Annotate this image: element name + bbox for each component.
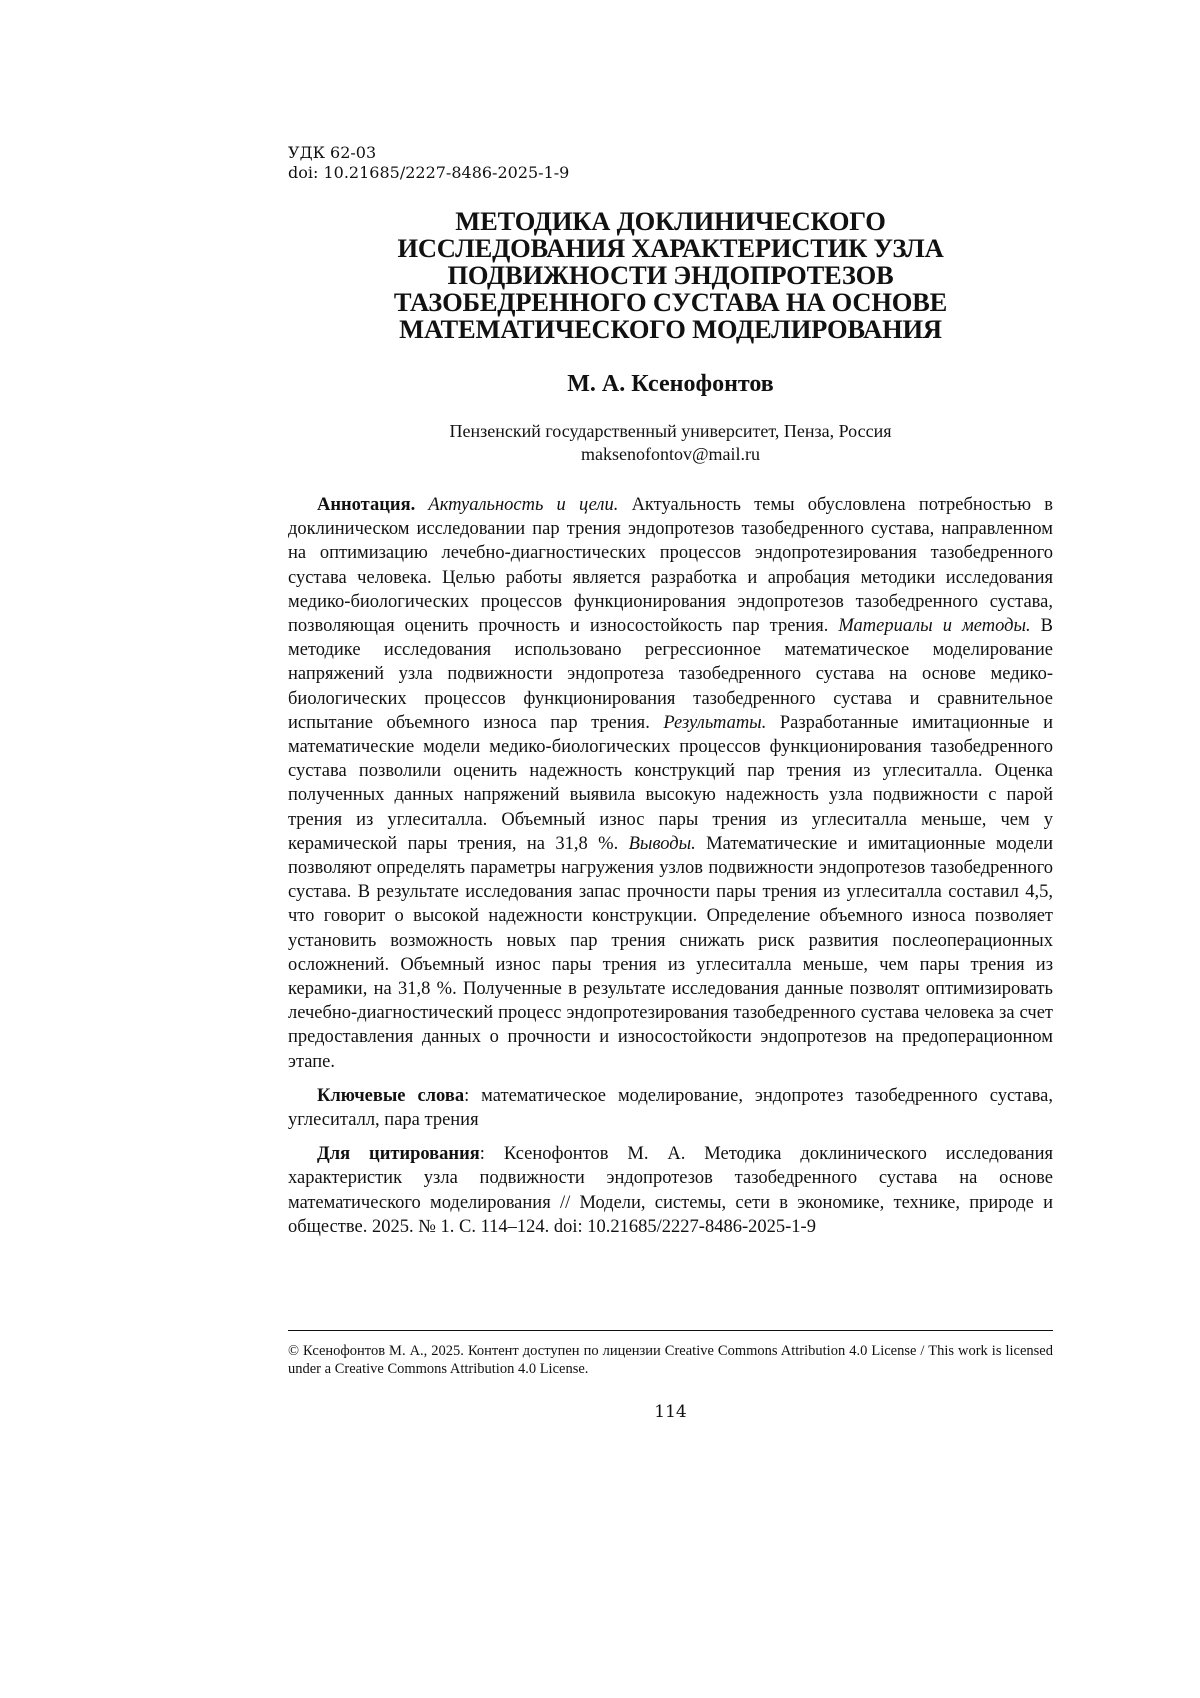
footnote-divider bbox=[288, 1330, 1053, 1331]
keywords-label: Ключевые слова bbox=[317, 1085, 465, 1106]
abstract-relevance-label: Актуальность и цели. bbox=[428, 495, 619, 515]
title-line: МАТЕМАТИЧЕСКОГО МОДЕЛИРОВАНИЯ bbox=[399, 314, 942, 344]
author-name: М. А. Ксенофонтов bbox=[567, 371, 774, 397]
doi: doi: 10.21685/2227-8486-2025-1-9 bbox=[288, 163, 570, 182]
abstract-results-label: Результаты. bbox=[663, 712, 767, 733]
citation-label: Для цитирования bbox=[317, 1144, 480, 1165]
title-line: ИССЛЕДОВАНИЯ ХАРАКТЕРИСТИК УЗЛА bbox=[397, 233, 944, 263]
abstract-methods-label: Материалы и методы. bbox=[838, 616, 1031, 637]
title-line: ПОДВИЖНОСТИ ЭНДОПРОТЕЗОВ bbox=[447, 260, 894, 290]
abstract-conclusions-text: Математические и имитационные модели позволяют определять параметры нагружения узлов подвижности эндопротезов тазобедренного сустава. В результате исследования запас прочности пары трения из углеситалла составил 4,5, что говорит о высокой надежности конструкции. Определение объемного износа позволяет установить возможность новых пар трения снижать риск развития послеоперационных осложнений. Объемный износ пары трения из углеситалла меньше, чем пары трения из керамики, на 31,8 %. Полученные в результате исследования данные позволят оптимизировать лечебно-диагностический процесс эндопротезирования тазобедренного сустава человека за счет предоставления данных о прочности и износостойкости эндопротезов на предоперационном этапе. bbox=[288, 833, 1054, 1072]
article-meta bbox=[288, 143, 569, 183]
abstract-methods-text: В методике исследования использовано регрессионное математическое моделирование напряжений узла подвижности эндопротеза тазобедренного сустава на основе медико-биологических процессов функционирования тазобедренного сустава и сравнительное испытание объемного износа пар трения. bbox=[288, 616, 1054, 733]
page-number: 114 bbox=[654, 1402, 687, 1422]
article-front-matter bbox=[288, 493, 1053, 1239]
abstract-relevance-text: Актуальность темы обусловлена потребностью в доклиническом исследовании пар трения эндопротезов тазобедренного сустава, направленном на оптимизацию лечебно-диагностических процессов эндопротезирования тазобедренного сустава человека. Целью работы является разработка и апробация методики исследования медико-биологических процессов функционирования эндопротезов тазобедренного сустава, позволяющая оценить прочность и износостойкость пар трения. bbox=[288, 495, 1053, 637]
title-line: ТАЗОБЕДРЕННОГО СУСТАВА НА ОСНОВЕ bbox=[393, 287, 948, 317]
udc-code: УДК 62-03 bbox=[288, 143, 377, 162]
title-line: МЕТОДИКА ДОКЛИНИЧЕСКОГО bbox=[455, 206, 886, 236]
license-footnote: © Ксенофонтов М. А., 2025. Контент доступен по лицензии Creative Commons Attribution 4.0 License / This work is licensed under a Creative Commons Attribution 4.0 License. bbox=[288, 1343, 1053, 1377]
abstract bbox=[288, 493, 1053, 1074]
author-email: maksenofontov@mail.ru bbox=[580, 444, 761, 464]
article-title bbox=[288, 208, 1053, 343]
citation bbox=[288, 1142, 1053, 1239]
keywords bbox=[288, 1084, 1053, 1132]
institution: Пензенский государственный университет, Пенза, Россия bbox=[449, 421, 892, 441]
abstract-label: Аннотация. bbox=[317, 495, 416, 515]
citation-text: : Ксенофонтов М. А. Методика доклинического исследования характеристик узла подвижности эндопротезов тазобедренного сустава на основе математического моделирования // Модели, системы, сети в экономике, технике, природе и обществе. 2025. № 1. С. 114–124. doi: 10.21685/2227-8486-2025-1-9 bbox=[288, 1144, 1054, 1237]
affiliation bbox=[288, 420, 1053, 466]
keywords-text: : математическое моделирование, эндопротез тазобедренного сустава, углеситалл, пара трения bbox=[288, 1085, 1053, 1131]
abstract-conclusions-label: Выводы. bbox=[628, 833, 696, 854]
abstract-results-text: Разработанные имитационные и математические модели медико-биологических процессов функционирования тазобедренного сустава позволили оценить надежность конструкций пар трения из углеситалла. Оценка полученных данных напряжений выявила высокую надежность узла подвижности с парой трения из углеситалла. Объемный износ пары трения из углеситалла меньше, чем у керамической пары трения, на 31,8 %. bbox=[288, 712, 1053, 854]
